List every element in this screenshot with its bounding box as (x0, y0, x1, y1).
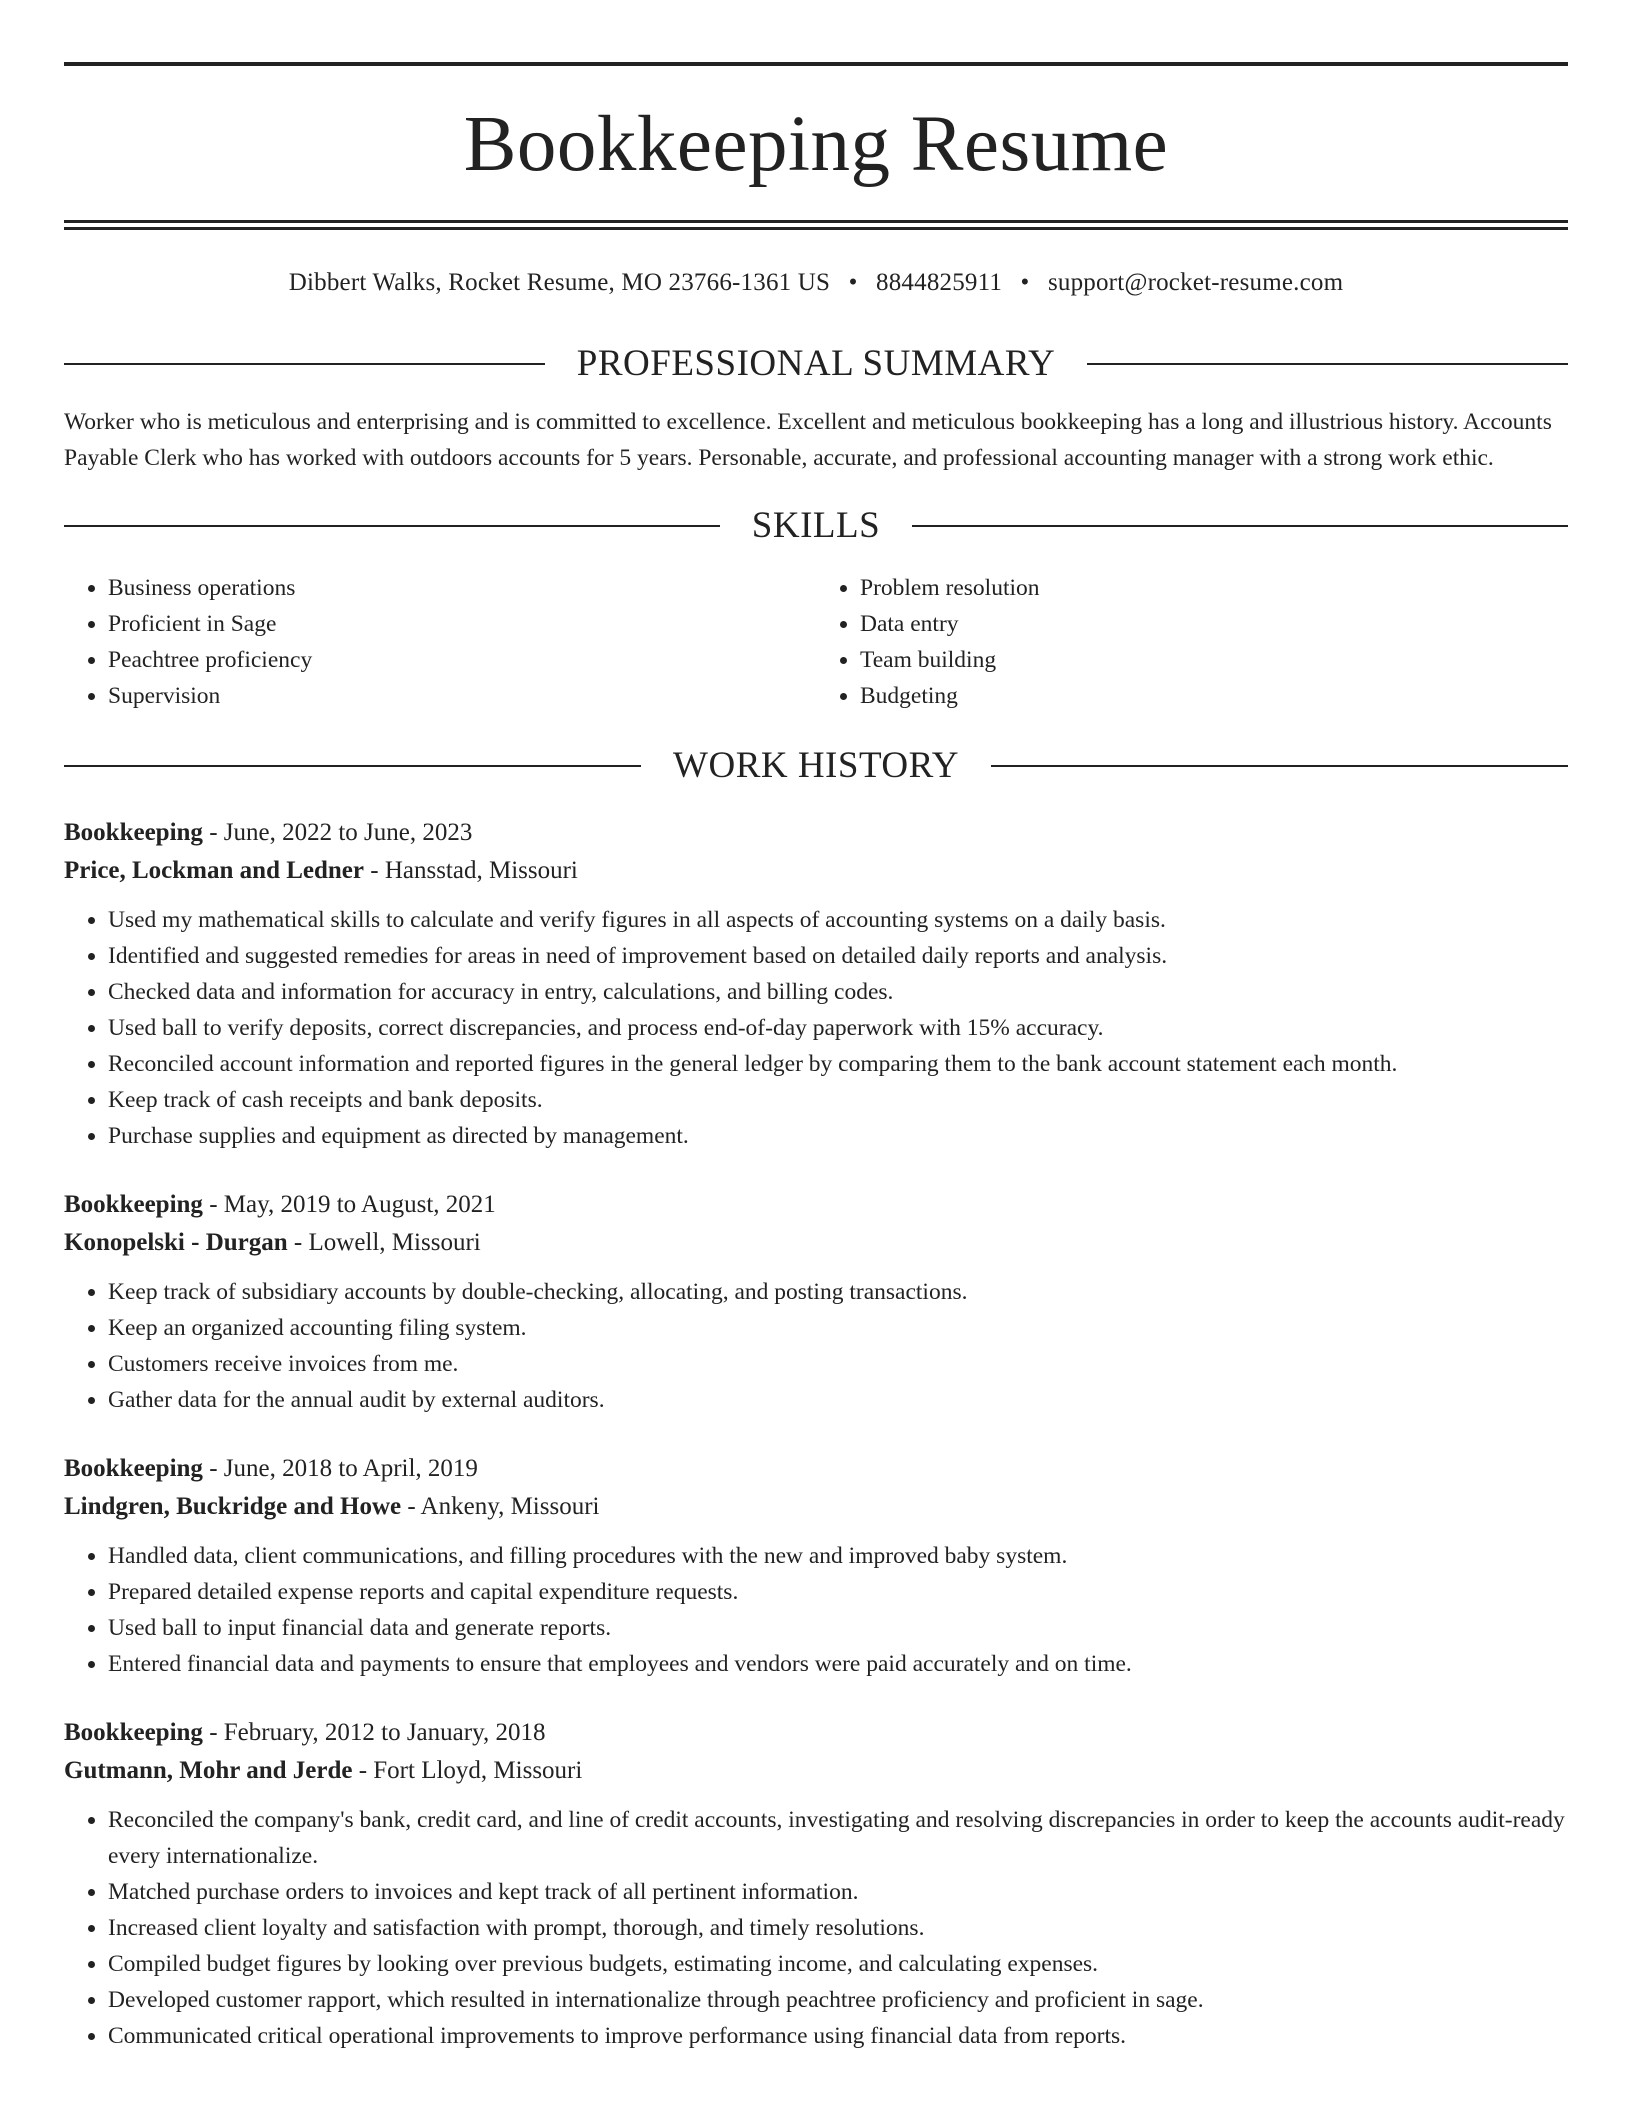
job-bullet: • Reconciled the company's bank, credit card, and line of credit accounts, investigating and resolving discrepancies in order to keep the accounts audit-ready every internationalize. (108, 1802, 1568, 1874)
skill-item: • Team building (860, 642, 1568, 678)
job-title-line (64, 1186, 1568, 1224)
job-bullet: • Compiled budget figures by looking over previous budgets, estimating income, and calculating expenses. (108, 1946, 1568, 1982)
job-bullet: • Gather data for the annual audit by external auditors. (108, 1382, 1568, 1418)
skills-list (64, 570, 1568, 714)
job-company-line (64, 1224, 1568, 1262)
skills-column-right (816, 570, 1568, 714)
skills-heading (64, 506, 1568, 546)
title-double-rule (64, 220, 1568, 230)
job-bullet: • Handled data, client communications, and filling procedures with the new and improved baby system. (108, 1538, 1568, 1574)
job-bullets (64, 902, 1568, 1154)
skill-item: • Business operations (108, 570, 816, 606)
section-title: PROFESSIONAL SUMMARY (576, 343, 1056, 384)
skill-item: • Peachtree proficiency (108, 642, 816, 678)
contact-line (64, 268, 1568, 298)
job-company-line (64, 852, 1568, 890)
job-bullet: • Keep an organized accounting filing system. (108, 1310, 1568, 1346)
work-history-heading (64, 746, 1568, 786)
job-entry (64, 1450, 1568, 1682)
job-title: Bookkeeping (64, 819, 203, 846)
job-bullet: • Keep track of subsidiary accounts by double-checking, allocating, and posting transactions. (108, 1274, 1568, 1310)
job-bullet: • Keep track of cash receipts and bank deposits. (108, 1082, 1568, 1118)
skill-item: • Problem resolution (860, 570, 1568, 606)
job-bullet: • Reconciled account information and reported figures in the general ledger by comparing them to the bank account statement each month. (108, 1046, 1568, 1082)
summary-heading (64, 344, 1568, 384)
job-bullet: • Used my mathematical skills to calculate and verify figures in all aspects of accounting systems on a daily basis. (108, 902, 1568, 938)
skill-item: • Data entry (860, 606, 1568, 642)
job-bullet: • Entered financial data and payments to ensure that employees and vendors were paid accurately and on time. (108, 1646, 1568, 1682)
job-bullet: • Customers receive invoices from me. (108, 1346, 1568, 1382)
contact-email: support@rocket-resume.com (1047, 269, 1344, 296)
job-dates: - February, 2012 to January, 2018 (202, 1719, 546, 1746)
skills-column-left (64, 570, 816, 714)
job-company: Konopelski - Durgan (64, 1229, 288, 1256)
divider-line (64, 363, 545, 365)
section-title: SKILLS (751, 505, 881, 546)
job-bullet: • Communicated critical operational improvements to improve performance using financial data from reports. (108, 2018, 1568, 2054)
summary-text: Worker who is meticulous and enterprising and is committed to excellence. Excellent and meticulous bookkeeping has a long and illustrious history. Accounts Payable Clerk who has worked with outdoors accounts for 5 years. Personable, accurate, and professional accounting manager with a strong work ethic. (64, 409, 1552, 471)
job-title: Bookkeeping (64, 1191, 203, 1218)
divider-line (991, 765, 1568, 767)
job-bullet: • Purchase supplies and equipment as directed by management. (108, 1118, 1568, 1154)
contact-separator: • (848, 269, 858, 296)
job-location: - Lowell, Missouri (287, 1229, 481, 1256)
section-title: WORK HISTORY (673, 745, 959, 786)
divider-line (64, 525, 720, 527)
job-bullet: • Identified and suggested remedies for areas in need of improvement based on detailed daily reports and analysis. (108, 938, 1568, 974)
top-rule (64, 62, 1568, 66)
job-bullet: • Matched purchase orders to invoices and kept track of all pertinent information. (108, 1874, 1568, 1910)
job-location: - Ankeny, Missouri (401, 1493, 600, 1520)
job-title-line (64, 814, 1568, 852)
job-company-line (64, 1488, 1568, 1526)
job-entry (64, 1186, 1568, 1418)
job-company: Lindgren, Buckridge and Howe (64, 1493, 402, 1520)
job-entry (64, 1714, 1568, 2054)
job-location: - Fort Lloyd, Missouri (352, 1757, 583, 1784)
job-entry (64, 814, 1568, 1154)
job-dates: - June, 2022 to June, 2023 (202, 819, 473, 846)
job-title: Bookkeeping (64, 1719, 203, 1746)
skill-item: • Supervision (108, 678, 816, 714)
job-title-line (64, 1450, 1568, 1488)
job-company: Gutmann, Mohr and Jerde (64, 1757, 353, 1784)
job-bullet: • Developed customer rapport, which resulted in internationalize through peachtree proficiency and proficient in sage. (108, 1982, 1568, 2018)
skill-item: • Proficient in Sage (108, 606, 816, 642)
job-bullet: • Increased client loyalty and satisfaction with prompt, thorough, and timely resolutions. (108, 1910, 1568, 1946)
divider-line (64, 765, 641, 767)
job-bullet: • Prepared detailed expense reports and capital expenditure requests. (108, 1574, 1568, 1610)
skill-item: • Budgeting (860, 678, 1568, 714)
page-title: Bookkeeping Resume (463, 101, 1169, 188)
job-title-line (64, 1714, 1568, 1752)
job-bullet: • Used ball to input financial data and generate reports. (108, 1610, 1568, 1646)
contact-separator: • (1020, 269, 1030, 296)
job-bullet: • Used ball to verify deposits, correct discrepancies, and process end-of-day paperwork with 15% accuracy. (108, 1010, 1568, 1046)
job-dates: - May, 2019 to August, 2021 (202, 1191, 496, 1218)
job-company: Price, Lockman and Ledner (64, 857, 364, 884)
job-bullets (64, 1274, 1568, 1418)
job-bullets (64, 1538, 1568, 1682)
contact-address: Dibbert Walks, Rocket Resume, MO 23766-1361 US (288, 269, 831, 296)
job-dates: - June, 2018 to April, 2019 (202, 1455, 478, 1482)
divider-line (1087, 363, 1568, 365)
job-company-line (64, 1752, 1568, 1790)
divider-line (912, 525, 1568, 527)
job-title: Bookkeeping (64, 1455, 203, 1482)
contact-phone: 8844825911 (876, 269, 1003, 296)
job-bullets (64, 1802, 1568, 2054)
job-bullet: • Checked data and information for accuracy in entry, calculations, and billing codes. (108, 974, 1568, 1010)
job-location: - Hansstad, Missouri (364, 857, 578, 884)
